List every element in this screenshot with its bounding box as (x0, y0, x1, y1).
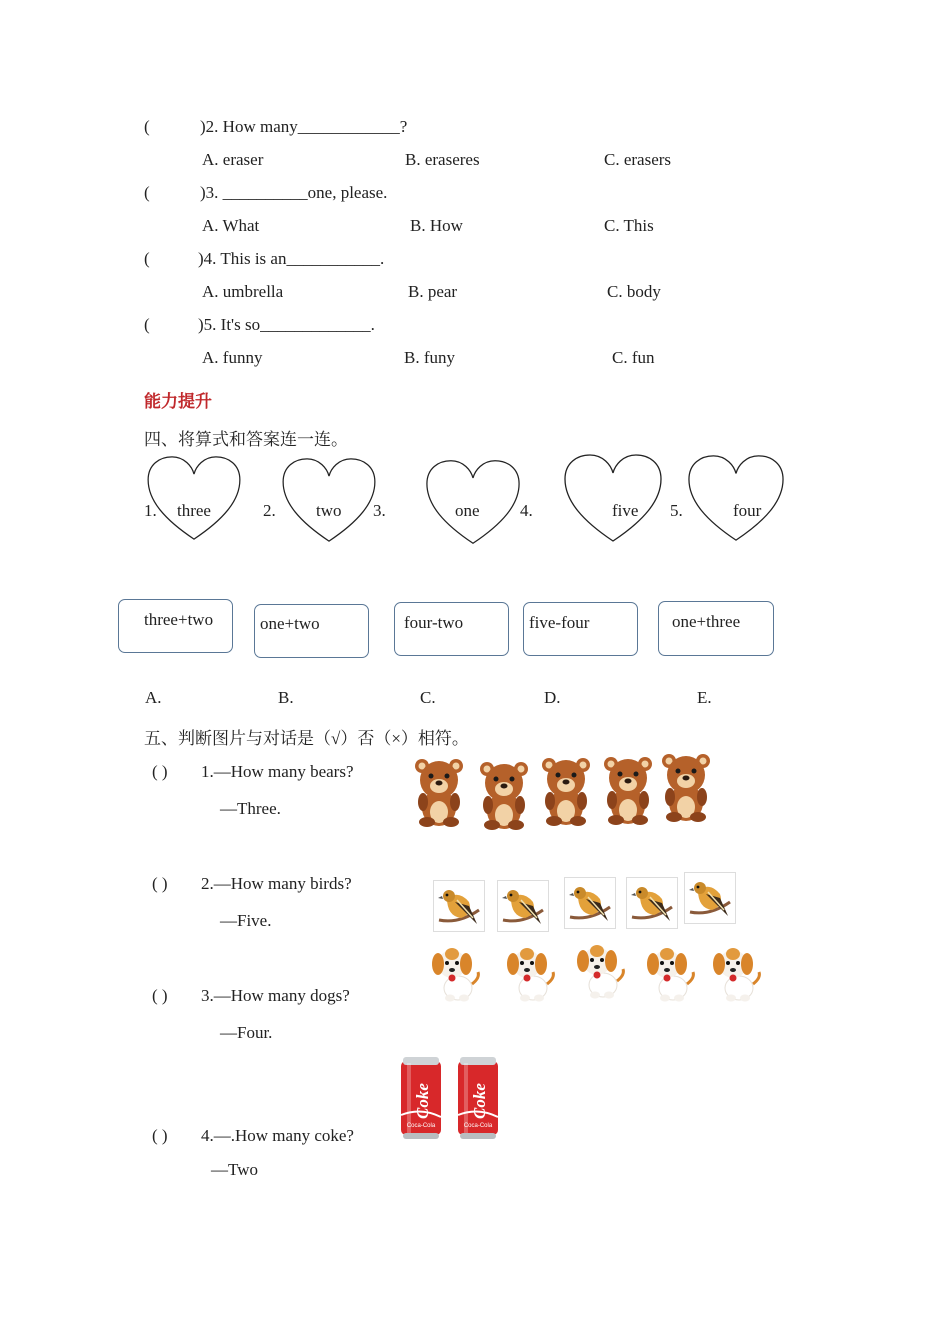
bird-icon (433, 880, 485, 932)
item3-question: 3.—How many dogs? (201, 986, 350, 1005)
svg-text:Coca-Cola: Coca-Cola (463, 1123, 493, 1129)
heart-4-number: 4. (520, 501, 533, 520)
expression-a: three+two (144, 610, 214, 629)
q3-option-c: C. This (604, 216, 654, 235)
heart-1-number: 1. (144, 501, 157, 520)
heart-2-word: two (316, 501, 342, 520)
item4-question: 4.—.How many coke? (201, 1126, 354, 1145)
q5-option-b: B. funy (404, 348, 455, 367)
bear-icon (537, 755, 595, 827)
q5-paren: ( (144, 315, 150, 334)
heart-5-word: four (733, 501, 762, 520)
bird-icon (626, 877, 678, 929)
heart-4-word: five (612, 501, 639, 520)
dog-icon (573, 941, 627, 999)
ability-heading: 能力提升 (144, 392, 212, 411)
item4-paren: ( ) (152, 1126, 168, 1145)
dog-icon (643, 944, 697, 1002)
dog-icon (503, 944, 557, 1002)
q2-option-a: A. eraser (202, 150, 264, 169)
q2-stem: )2. How many____________? (200, 117, 408, 136)
q5-stem: )5. It's so_____________. (198, 315, 375, 334)
q4-stem: )4. This is an___________. (198, 249, 385, 268)
q3-stem: )3. __________one, please. (200, 183, 388, 202)
item1-paren: ( ) (152, 762, 168, 781)
q2-option-b: B. eraseres (405, 150, 480, 169)
item3-answer: —Four. (220, 1023, 273, 1042)
letter-a: A. (145, 688, 162, 707)
heart-1-word: three (177, 501, 211, 520)
section4-title: 四、将算式和答案连一连。 (144, 430, 348, 449)
heart-3-word: one (455, 501, 480, 520)
expression-box-b (254, 604, 369, 658)
q4-option-a: A. umbrella (202, 282, 284, 301)
expression-box-a (118, 599, 233, 653)
expression-box-e (658, 601, 774, 656)
q3-option-a: A. What (202, 216, 260, 235)
item1-question: 1.—How many bears? (201, 762, 354, 781)
bird-icon (684, 872, 736, 924)
dog-icon (428, 944, 482, 1002)
item1-answer: —Three. (220, 799, 281, 818)
dog-icon (709, 944, 763, 1002)
q2-paren: ( (144, 117, 150, 136)
coke-can-icon (399, 1055, 443, 1141)
svg-text:Coke: Coke (413, 1083, 432, 1119)
q3-option-b: B. How (410, 216, 463, 235)
item3-paren: ( ) (152, 986, 168, 1005)
coke-can-icon (456, 1055, 500, 1141)
letter-b: B. (278, 688, 294, 707)
item4-answer: —Two (211, 1160, 258, 1179)
expression-b: one+two (260, 614, 320, 633)
bird-icon (564, 877, 616, 929)
q4-option-c: C. body (607, 282, 661, 301)
section5-title: 五、判断图片与对话是（√）否（×）相符。 (144, 729, 469, 748)
heart-3-number: 3. (373, 501, 386, 520)
q5-option-a: A. funny (202, 348, 263, 367)
expression-e: one+three (672, 612, 741, 631)
bear-icon (410, 756, 468, 828)
bird-icon (497, 880, 549, 932)
q5-option-c: C. fun (612, 348, 655, 367)
expression-box-d (523, 602, 638, 656)
item2-answer: —Five. (220, 911, 272, 930)
bear-icon (599, 754, 657, 826)
expression-c: four-two (404, 613, 464, 632)
heart-2-number: 2. (263, 501, 276, 520)
expression-d: five-four (529, 613, 590, 632)
svg-text:Coke: Coke (470, 1083, 489, 1119)
q4-option-b: B. pear (408, 282, 458, 301)
q3-paren: ( (144, 183, 150, 202)
bear-icon (657, 751, 715, 823)
bear-icon (475, 759, 533, 831)
item2-paren: ( ) (152, 874, 168, 893)
q2-option-c: C. erasers (604, 150, 672, 169)
item2-question: 2.—How many birds? (201, 874, 352, 893)
letter-c: C. (420, 688, 436, 707)
heart-5-number: 5. (670, 501, 683, 520)
letter-d: D. (544, 688, 561, 707)
q4-paren: ( (144, 249, 150, 268)
svg-text:Coca-Cola: Coca-Cola (406, 1123, 436, 1129)
letter-e: E. (697, 688, 712, 707)
expression-box-c (394, 602, 509, 656)
